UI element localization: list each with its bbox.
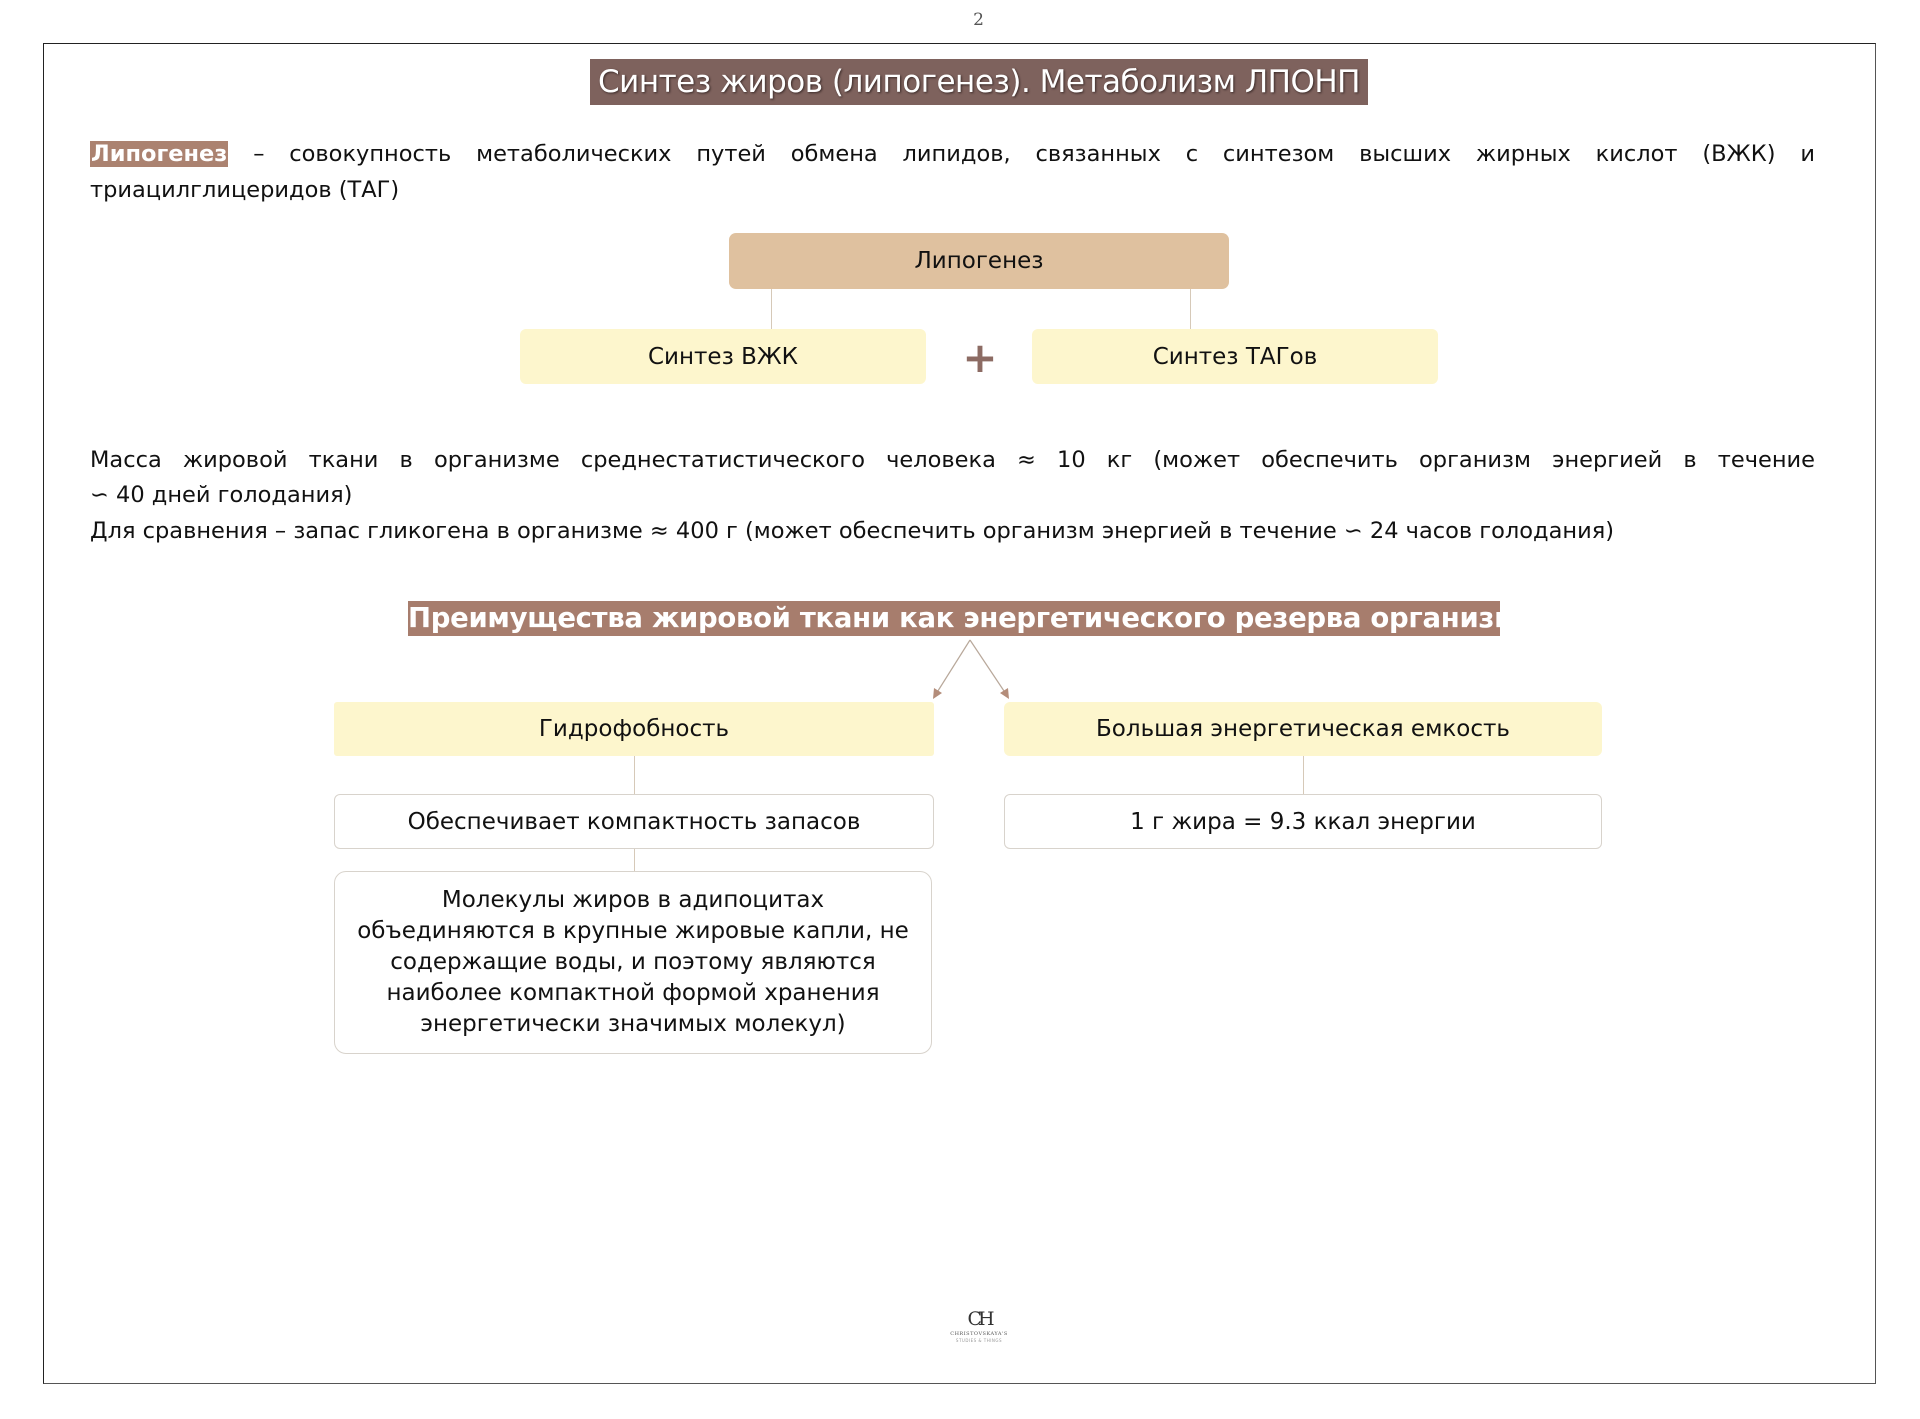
energy-capacity-box: Большая энергетическая емкость — [1004, 702, 1602, 756]
definition-line-1 — [90, 136, 1815, 172]
brand-logo — [929, 1308, 1029, 1360]
advantages-title: Преимущества жировой ткани как энергетического резерва организма — [408, 602, 1535, 634]
mass-line-2: ∽ 40 дней голодания) — [90, 482, 353, 508]
logo-text: CHRISTOVSKAYA'S — [950, 1331, 1008, 1337]
connector-line — [634, 849, 635, 871]
definition-line-2: триацилглицеридов (ТАГ) — [90, 177, 400, 203]
mass-line-3: Для сравнения – запас гликогена в организме ≈ 400 г (может обеспечить организм энергией в течение ∽ 24 часов голодания) — [90, 518, 1615, 544]
definition-text: – совокупность метаболических путей обмена липидов, связанных с синтезом высших жирных кислот (ВЖК) и — [228, 141, 1815, 167]
tag-synthesis-box: Синтез ТАГов — [1032, 329, 1438, 384]
hydrophobicity-box: Гидрофобность — [334, 702, 934, 756]
plus-icon: + — [962, 333, 998, 382]
connector-line — [771, 289, 772, 329]
page-number: 2 — [973, 10, 984, 30]
fatty-acid-synthesis-box: Синтез ВЖК — [520, 329, 926, 384]
connector-line — [1303, 756, 1304, 794]
energy-value-box: 1 г жира = 9.3 ккал энергии — [1004, 794, 1602, 849]
mass-line-1: Масса жировой ткани в организме среднестатистического человека ≈ 10 кг (может обеспечить организм энергией в течение — [90, 447, 1815, 473]
connector-line — [1190, 289, 1191, 329]
logo-subtext: STUDIES & THINGS — [955, 1338, 1003, 1343]
page-title: Синтез жиров (липогенез). Метаболизм ЛПОНП — [590, 59, 1368, 105]
definition-term: Липогенез — [91, 141, 228, 167]
logo-monogram: CH — [967, 1308, 991, 1330]
connector-line — [634, 756, 635, 794]
molecules-explanation-box: Молекулы жиров в адипоцитах объединяются в крупные жировые капли, не содержащие воды, и поэтому являются наиболее компактной формой хранения энергетически значимых молекул) — [334, 871, 932, 1054]
lipogenesis-root-box: Липогенез — [729, 233, 1229, 289]
compactness-box: Обеспечивает компактность запасов — [334, 794, 934, 849]
branch-arrows-icon — [920, 636, 1020, 702]
